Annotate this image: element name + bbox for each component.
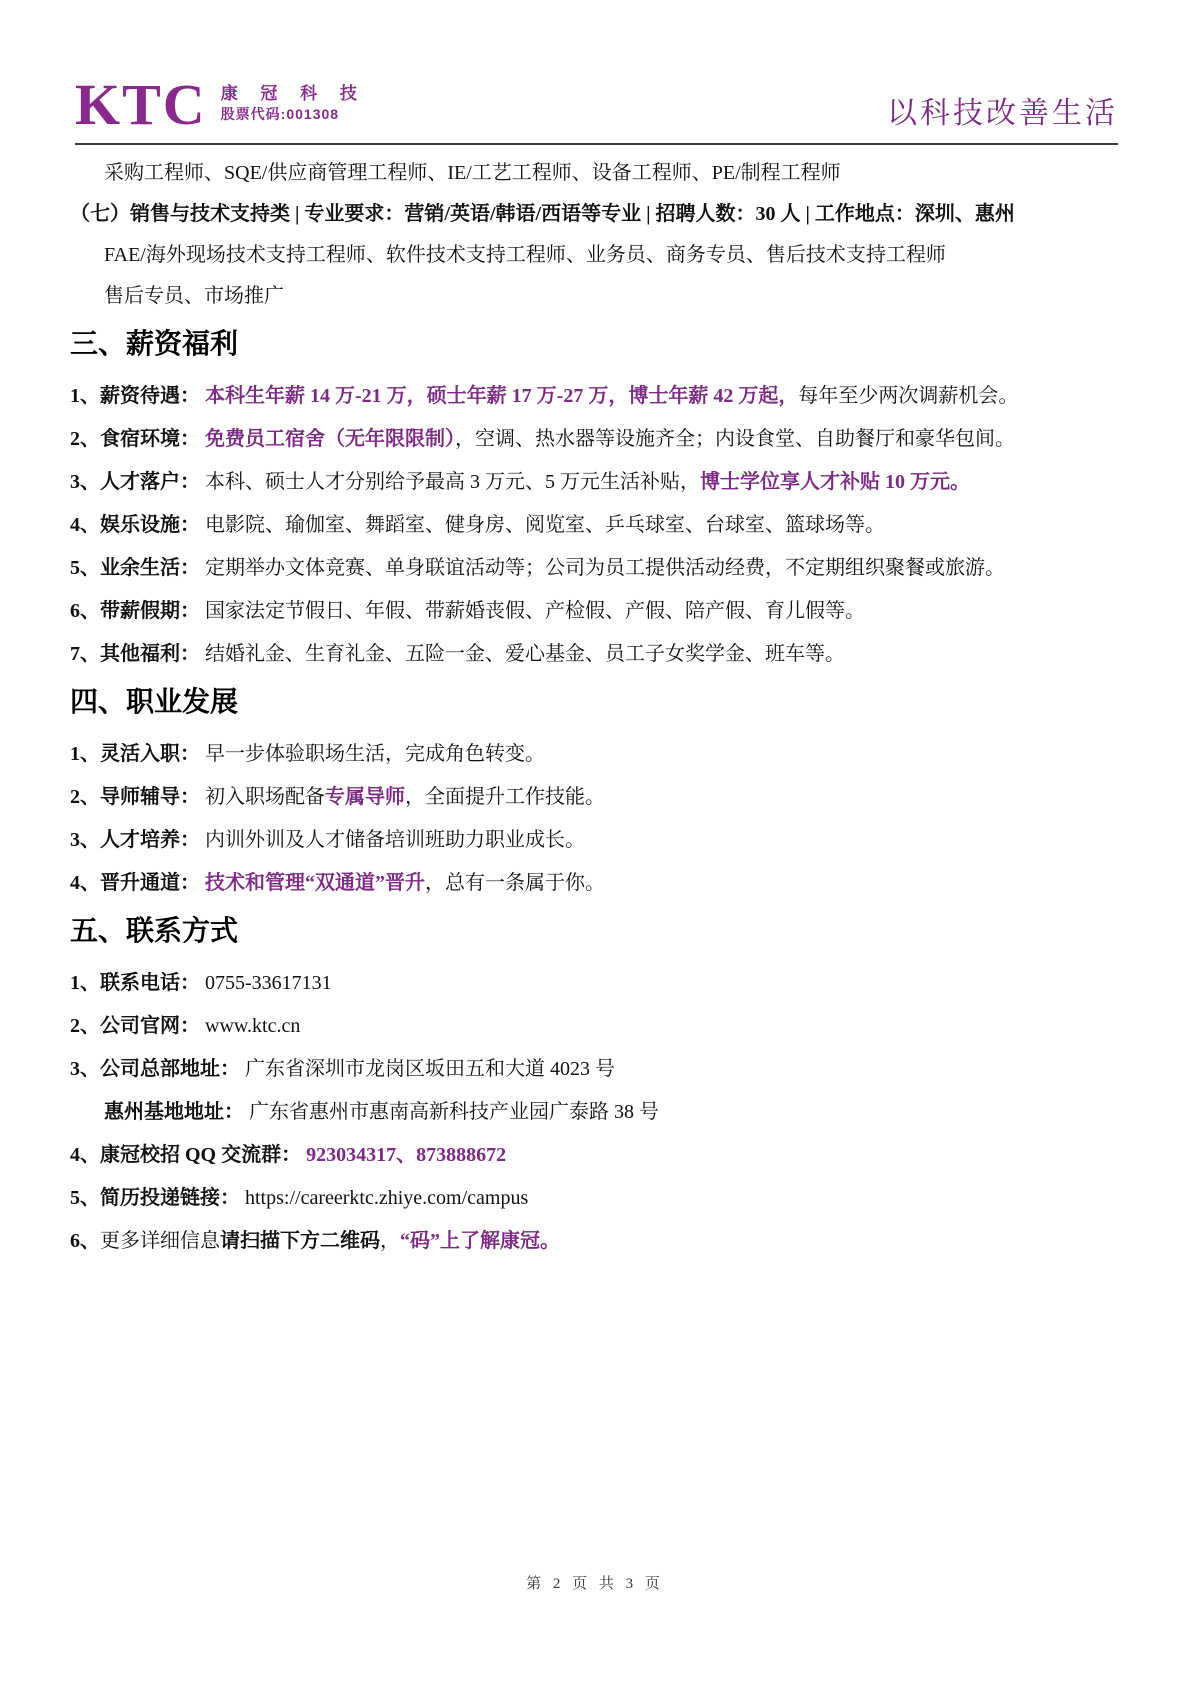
list-item <box>70 468 1120 496</box>
company-slogan: 以科技改善生活 <box>887 97 1118 130</box>
item-number: 2、 <box>70 428 100 450</box>
job-list-line: 采购工程师、SQE/供应商管理工程师、IE/工艺工程师、设备工程师、PE/制程工程师 <box>104 162 841 184</box>
list-item <box>70 597 1120 625</box>
item-label: 晋升通道： <box>100 872 200 894</box>
list-item <box>70 554 1120 582</box>
page-footer <box>0 1572 1190 1593</box>
list-item <box>70 382 1120 410</box>
text-segment: 定期举办文体竞赛、单身联谊活动等；公司为员工提供活动经费，不定期组织聚餐或旅游。 <box>205 557 1005 579</box>
item-number: 4、 <box>70 1144 100 1166</box>
text-segment: 923034317、873888672 <box>306 1144 507 1166</box>
section-title: 四、职业发展 <box>70 687 239 718</box>
list-item <box>70 1055 1120 1083</box>
text-segment: 初入职场配备 <box>205 786 325 808</box>
company-logo <box>75 72 366 137</box>
text-segment: 0755-33617131 <box>205 972 332 994</box>
item-label: 惠州基地地址： <box>104 1101 244 1123</box>
job-list-line: 售后专员、市场推广 <box>104 285 284 307</box>
text-segment: www.ktc.cn <box>205 1015 301 1037</box>
text-segment: 本科生年薪 14 万-21 万，硕士年薪 17 万-27 万，博士年薪 42 万起， <box>205 385 799 407</box>
job-list-line: FAE/海外现场技术支持工程师、软件技术支持工程师、业务员、商务专员、售后技术支持工程师 <box>104 244 946 266</box>
item-number: 5、 <box>70 1187 100 1209</box>
section-salary-benefits <box>70 328 1120 668</box>
job-categories-block <box>70 159 1120 310</box>
item-number: 6、 <box>70 600 100 622</box>
item-label: 人才落户： <box>100 471 200 493</box>
text-segment: 广东省深圳市龙岗区坂田五和大道 4023 号 <box>245 1058 615 1080</box>
list-item <box>70 1227 1120 1255</box>
item-label: 带薪假期： <box>100 600 200 622</box>
item-number: 6、 <box>70 1230 100 1252</box>
page-header <box>0 0 1190 145</box>
item-label: 薪资待遇： <box>100 385 200 407</box>
item-number: 7、 <box>70 643 100 665</box>
text-segment: 专属导师 <box>325 786 405 808</box>
text-segment: 国家法定节假日、年假、带薪婚丧假、产检假、产假、陪产假、育儿假等。 <box>205 600 865 622</box>
stock-code: 股票代码:001308 <box>220 106 340 122</box>
section-contact <box>70 915 1120 1255</box>
item-label: 简历投递链接： <box>100 1187 240 1209</box>
list-item <box>70 969 1120 997</box>
item-label: 其他福利： <box>100 643 200 665</box>
text-segment: 电影院、瑜伽室、舞蹈室、健身房、阅览室、乒乓球室、台球室、篮球场等。 <box>205 514 885 536</box>
text-segment: ， <box>380 1230 400 1252</box>
text-segment: 博士学位享人才补贴 10 万元。 <box>700 471 970 493</box>
text-segment: ，空调、热水器等设施齐全；内设食堂、自助餐厅和豪华包间。 <box>455 428 1015 450</box>
list-item <box>70 511 1120 539</box>
item-label: 娱乐设施： <box>100 514 200 536</box>
text-segment: ，全面提升工作技能。 <box>405 786 605 808</box>
item-number: 1、 <box>70 385 100 407</box>
text-segment: 广东省惠州市惠南高新科技产业园广泰路 38 号 <box>249 1101 659 1123</box>
item-label: 人才培养： <box>100 829 200 851</box>
item-label: 食宿环境： <box>100 428 200 450</box>
content-sections <box>70 328 1120 1255</box>
text-segment: 每年至少两次调薪机会。 <box>798 385 1019 407</box>
item-number: 4、 <box>70 514 100 536</box>
item-number: 1、 <box>70 972 100 994</box>
list-item <box>70 1012 1120 1040</box>
item-label: 康冠校招 QQ 交流群： <box>100 1144 302 1166</box>
list-item <box>70 783 1120 811</box>
section-title: 三、薪资福利 <box>70 329 239 360</box>
item-label: 联系电话： <box>100 972 200 994</box>
ktc-logo-text: KTC <box>75 72 207 137</box>
item-label: 公司官网： <box>100 1015 200 1037</box>
section-career-development <box>70 686 1120 897</box>
item-label: 导师辅导： <box>100 786 200 808</box>
item-number: 3、 <box>70 471 100 493</box>
document-body <box>0 145 1190 1255</box>
list-item <box>70 826 1120 854</box>
text-segment: 本科、硕士人才分别给予最高 3 万元、5 万元生活补贴， <box>205 471 700 493</box>
item-number: 1、 <box>70 743 100 765</box>
text-segment: 内训外训及人才储备培训班助力职业成长。 <box>205 829 585 851</box>
text-segment: 技术和管理“双通道”晋升 <box>205 872 425 894</box>
item-label: 公司总部地址： <box>100 1058 240 1080</box>
company-name: 康 冠 科 技 <box>220 84 366 103</box>
list-item <box>70 640 1120 668</box>
logo-subtext <box>221 83 366 127</box>
list-item <box>70 425 1120 453</box>
text-segment: 更多详细信息 <box>100 1230 220 1252</box>
header-row <box>75 72 1118 137</box>
item-number: 3、 <box>70 1058 100 1080</box>
item-number: 2、 <box>70 786 100 808</box>
list-item <box>70 740 1120 768</box>
item-label: 业余生活： <box>100 557 200 579</box>
list-item <box>70 1141 1120 1169</box>
text-segment: 早一步体验职场生活，完成角色转变。 <box>205 743 545 765</box>
item-label: 灵活入职： <box>100 743 200 765</box>
section-title: 五、联系方式 <box>70 916 239 947</box>
text-segment: 请扫描下方二维码 <box>220 1230 380 1252</box>
text-segment: 免费员工宿舍（无年限限制） <box>205 428 455 450</box>
category-heading-line: （七）销售与技术支持类 | 专业要求：营销/英语/韩语/西语等专业 | 招聘人数：30 人 | 工作地点：深圳、惠州 <box>70 203 1015 225</box>
list-item <box>104 1098 1120 1126</box>
item-number: 2、 <box>70 1015 100 1037</box>
text-segment: 结婚礼金、生育礼金、五险一金、爱心基金、员工子女奖学金、班车等。 <box>205 643 845 665</box>
list-item <box>70 869 1120 897</box>
text-segment: ，总有一条属于你。 <box>425 872 605 894</box>
item-number: 5、 <box>70 557 100 579</box>
item-number: 4、 <box>70 872 100 894</box>
text-segment: https://careerktc.zhiye.com/campus <box>245 1187 529 1209</box>
text-segment: “码”上了解康冠。 <box>400 1230 560 1252</box>
page-number: 第 2 页 共 3 页 <box>526 1576 664 1592</box>
list-item <box>70 1184 1120 1212</box>
item-number: 3、 <box>70 829 100 851</box>
